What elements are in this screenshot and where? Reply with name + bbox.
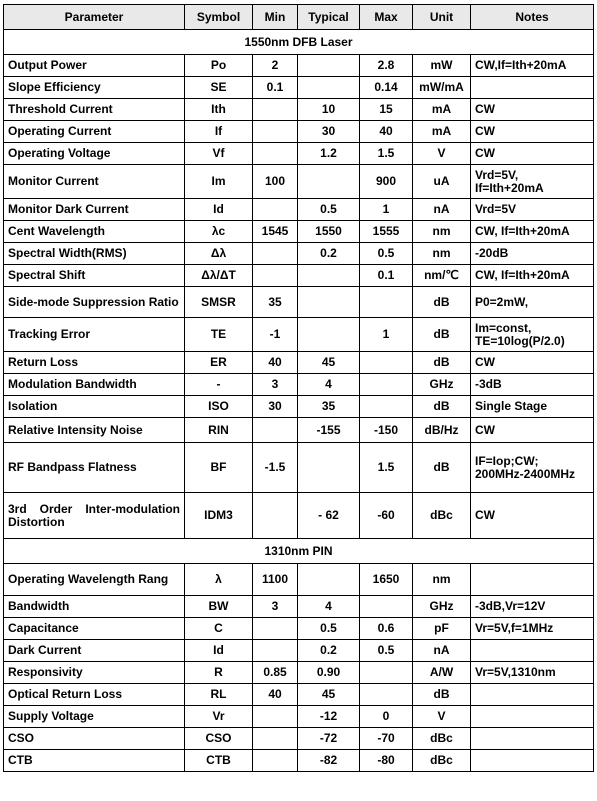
min-cell: 2	[253, 55, 298, 77]
unit-cell: dB	[413, 684, 471, 706]
table-row	[4, 396, 594, 418]
table-row	[4, 199, 594, 221]
col-header-max: Max	[360, 5, 413, 30]
max-cell: 1.5	[360, 443, 413, 493]
min-cell	[253, 706, 298, 728]
max-cell: 1	[360, 199, 413, 221]
symbol-cell: Im	[185, 165, 253, 199]
col-header-min: Min	[253, 5, 298, 30]
unit-cell: dB/Hz	[413, 418, 471, 443]
table-row	[4, 318, 594, 352]
max-cell	[360, 684, 413, 706]
typical-cell: 10	[298, 99, 360, 121]
notes-cell: CW, If=Ith+20mA	[471, 265, 594, 287]
section-header-row	[4, 539, 594, 564]
min-cell: 40	[253, 684, 298, 706]
min-cell	[253, 199, 298, 221]
typical-cell: 45	[298, 352, 360, 374]
min-cell	[253, 418, 298, 443]
typical-cell: 0.5	[298, 199, 360, 221]
table-row	[4, 165, 594, 199]
typical-cell: 1.2	[298, 143, 360, 165]
max-cell	[360, 662, 413, 684]
unit-cell: dB	[413, 287, 471, 318]
unit-cell: nA	[413, 199, 471, 221]
symbol-cell: λ	[185, 564, 253, 596]
max-cell: 0	[360, 706, 413, 728]
symbol-cell: C	[185, 618, 253, 640]
typical-cell	[298, 318, 360, 352]
min-cell	[253, 728, 298, 750]
notes-cell: IF=Iop;CW; 200MHz-2400MHz	[471, 443, 594, 493]
max-cell: 2.8	[360, 55, 413, 77]
typical-cell: 4	[298, 374, 360, 396]
typical-cell: -155	[298, 418, 360, 443]
unit-cell: nm	[413, 564, 471, 596]
max-cell: 40	[360, 121, 413, 143]
unit-cell: nm/℃	[413, 265, 471, 287]
min-cell: 35	[253, 287, 298, 318]
parameter-cell: 3rd Order Inter-modulation Distortion	[4, 493, 185, 539]
parameter-cell: Slope Efficiency	[4, 77, 185, 99]
typical-cell: 35	[298, 396, 360, 418]
max-cell: 1	[360, 318, 413, 352]
max-cell: -70	[360, 728, 413, 750]
max-cell: 0.6	[360, 618, 413, 640]
symbol-cell: Id	[185, 199, 253, 221]
typical-cell: -12	[298, 706, 360, 728]
notes-cell	[471, 77, 594, 99]
symbol-cell: -	[185, 374, 253, 396]
max-cell: -60	[360, 493, 413, 539]
notes-cell	[471, 684, 594, 706]
typical-cell: 1550	[298, 221, 360, 243]
table-row	[4, 564, 594, 596]
parameter-cell: Monitor Dark Current	[4, 199, 185, 221]
min-cell	[253, 493, 298, 539]
symbol-cell: CTB	[185, 750, 253, 772]
parameter-cell: Spectral Shift	[4, 265, 185, 287]
notes-cell	[471, 564, 594, 596]
table-row	[4, 443, 594, 493]
max-cell	[360, 396, 413, 418]
typical-cell: 0.5	[298, 618, 360, 640]
parameter-cell: CTB	[4, 750, 185, 772]
symbol-cell: IDM3	[185, 493, 253, 539]
parameter-cell: Monitor Current	[4, 165, 185, 199]
table-row	[4, 265, 594, 287]
notes-cell	[471, 750, 594, 772]
symbol-cell: RIN	[185, 418, 253, 443]
table-row	[4, 750, 594, 772]
max-cell: 1.5	[360, 143, 413, 165]
typical-cell: 0.2	[298, 640, 360, 662]
min-cell	[253, 618, 298, 640]
section-title: 1310nm PIN	[4, 539, 594, 564]
symbol-cell: SE	[185, 77, 253, 99]
symbol-cell: Δλ	[185, 243, 253, 265]
max-cell	[360, 374, 413, 396]
table-row	[4, 352, 594, 374]
min-cell	[253, 99, 298, 121]
max-cell: 0.5	[360, 243, 413, 265]
unit-cell: dBc	[413, 750, 471, 772]
notes-cell: Vr=5V,f=1MHz	[471, 618, 594, 640]
min-cell	[253, 121, 298, 143]
parameter-cell: Relative Intensity Noise	[4, 418, 185, 443]
notes-cell: Vr=5V,1310nm	[471, 662, 594, 684]
unit-cell: dB	[413, 352, 471, 374]
unit-cell: mW	[413, 55, 471, 77]
parameter-cell: Output Power	[4, 55, 185, 77]
section-header-row	[4, 30, 594, 55]
col-header-notes: Notes	[471, 5, 594, 30]
max-cell: 0.14	[360, 77, 413, 99]
parameter-cell: Side-mode Suppression Ratio	[4, 287, 185, 318]
typical-cell: -82	[298, 750, 360, 772]
spec-table	[3, 4, 594, 772]
symbol-cell: If	[185, 121, 253, 143]
parameter-cell: Responsivity	[4, 662, 185, 684]
typical-cell	[298, 443, 360, 493]
table-row	[4, 221, 594, 243]
unit-cell: dBc	[413, 728, 471, 750]
unit-cell: mA	[413, 121, 471, 143]
col-header-typical: Typical	[298, 5, 360, 30]
symbol-cell: SMSR	[185, 287, 253, 318]
table-row	[4, 77, 594, 99]
table-row	[4, 728, 594, 750]
unit-cell: V	[413, 143, 471, 165]
notes-cell: CW	[471, 143, 594, 165]
typical-cell: 4	[298, 596, 360, 618]
table-row	[4, 55, 594, 77]
unit-cell: dB	[413, 443, 471, 493]
notes-cell: CW	[471, 418, 594, 443]
unit-cell: nA	[413, 640, 471, 662]
unit-cell: pF	[413, 618, 471, 640]
unit-cell: mW/mA	[413, 77, 471, 99]
parameter-cell: Spectral Width(RMS)	[4, 243, 185, 265]
symbol-cell: RL	[185, 684, 253, 706]
typical-cell: -72	[298, 728, 360, 750]
notes-cell: CW	[471, 121, 594, 143]
table-row	[4, 706, 594, 728]
min-cell: -1	[253, 318, 298, 352]
parameter-cell: Operating Wavelength Rang	[4, 564, 185, 596]
max-cell	[360, 596, 413, 618]
notes-cell	[471, 640, 594, 662]
min-cell: 3	[253, 596, 298, 618]
parameter-cell: RF Bandpass Flatness	[4, 443, 185, 493]
symbol-cell: Δλ/ΔT	[185, 265, 253, 287]
typical-cell	[298, 77, 360, 99]
notes-cell	[471, 706, 594, 728]
table-row	[4, 143, 594, 165]
min-cell	[253, 750, 298, 772]
parameter-cell: Operating Current	[4, 121, 185, 143]
min-cell: 1545	[253, 221, 298, 243]
section-title: 1550nm DFB Laser	[4, 30, 594, 55]
notes-cell: -3dB,Vr=12V	[471, 596, 594, 618]
table-row	[4, 418, 594, 443]
notes-cell: -20dB	[471, 243, 594, 265]
parameter-cell: Supply Voltage	[4, 706, 185, 728]
parameter-cell: Isolation	[4, 396, 185, 418]
unit-cell: GHz	[413, 596, 471, 618]
notes-cell: CW	[471, 352, 594, 374]
max-cell: 0.5	[360, 640, 413, 662]
symbol-cell: ISO	[185, 396, 253, 418]
parameter-cell: CSO	[4, 728, 185, 750]
min-cell: 3	[253, 374, 298, 396]
col-header-symbol: Symbol	[185, 5, 253, 30]
table-row	[4, 493, 594, 539]
parameter-cell: Return Loss	[4, 352, 185, 374]
parameter-cell: Optical Return Loss	[4, 684, 185, 706]
notes-cell: CW	[471, 99, 594, 121]
symbol-cell: Po	[185, 55, 253, 77]
typical-cell	[298, 265, 360, 287]
col-header-unit: Unit	[413, 5, 471, 30]
unit-cell: dB	[413, 396, 471, 418]
parameter-cell: Cent Wavelength	[4, 221, 185, 243]
table-row	[4, 99, 594, 121]
symbol-cell: ER	[185, 352, 253, 374]
max-cell: 0.1	[360, 265, 413, 287]
unit-cell: uA	[413, 165, 471, 199]
typical-cell	[298, 287, 360, 318]
min-cell: 0.1	[253, 77, 298, 99]
min-cell: -1.5	[253, 443, 298, 493]
max-cell	[360, 352, 413, 374]
symbol-cell: TE	[185, 318, 253, 352]
parameter-cell: Dark Current	[4, 640, 185, 662]
table-row	[4, 640, 594, 662]
parameter-cell: Capacitance	[4, 618, 185, 640]
symbol-cell: Id	[185, 640, 253, 662]
notes-cell: Vrd=5V, If=Ith+20mA	[471, 165, 594, 199]
max-cell: 15	[360, 99, 413, 121]
typical-cell: 0.90	[298, 662, 360, 684]
typical-cell: 30	[298, 121, 360, 143]
typical-cell	[298, 165, 360, 199]
notes-cell	[471, 728, 594, 750]
typical-cell: - 62	[298, 493, 360, 539]
notes-cell: Single Stage	[471, 396, 594, 418]
parameter-cell: Operating Voltage	[4, 143, 185, 165]
table-row	[4, 662, 594, 684]
notes-cell: CW, If=Ith+20mA	[471, 221, 594, 243]
typical-cell	[298, 55, 360, 77]
max-cell: 1555	[360, 221, 413, 243]
symbol-cell: BW	[185, 596, 253, 618]
symbol-cell: Vf	[185, 143, 253, 165]
max-cell: -80	[360, 750, 413, 772]
parameter-cell: Threshold Current	[4, 99, 185, 121]
min-cell: 100	[253, 165, 298, 199]
notes-cell: Vrd=5V	[471, 199, 594, 221]
symbol-cell: λc	[185, 221, 253, 243]
unit-cell: GHz	[413, 374, 471, 396]
unit-cell: A/W	[413, 662, 471, 684]
header-row	[4, 5, 594, 30]
min-cell	[253, 640, 298, 662]
parameter-cell: Tracking Error	[4, 318, 185, 352]
symbol-cell: BF	[185, 443, 253, 493]
notes-cell: P0=2mW,	[471, 287, 594, 318]
symbol-cell: R	[185, 662, 253, 684]
table-row	[4, 684, 594, 706]
col-header-parameter: Parameter	[4, 5, 185, 30]
typical-cell	[298, 564, 360, 596]
min-cell	[253, 243, 298, 265]
unit-cell: dB	[413, 318, 471, 352]
max-cell	[360, 287, 413, 318]
unit-cell: V	[413, 706, 471, 728]
parameter-cell: Bandwidth	[4, 596, 185, 618]
notes-cell: Im=const, TE=10log(P/2.0)	[471, 318, 594, 352]
unit-cell: mA	[413, 99, 471, 121]
min-cell: 1100	[253, 564, 298, 596]
table-body	[4, 30, 594, 772]
symbol-cell: Vr	[185, 706, 253, 728]
notes-cell: CW,If=Ith+20mA	[471, 55, 594, 77]
symbol-cell: CSO	[185, 728, 253, 750]
table-row	[4, 287, 594, 318]
symbol-cell: Ith	[185, 99, 253, 121]
unit-cell: dBc	[413, 493, 471, 539]
min-cell	[253, 265, 298, 287]
table-row	[4, 243, 594, 265]
notes-cell: CW	[471, 493, 594, 539]
max-cell: 900	[360, 165, 413, 199]
table-row	[4, 618, 594, 640]
unit-cell: nm	[413, 243, 471, 265]
typical-cell: 0.2	[298, 243, 360, 265]
min-cell: 40	[253, 352, 298, 374]
typical-cell: 45	[298, 684, 360, 706]
parameter-cell: Modulation Bandwidth	[4, 374, 185, 396]
max-cell: 1650	[360, 564, 413, 596]
table-row	[4, 121, 594, 143]
min-cell: 0.85	[253, 662, 298, 684]
table-row	[4, 596, 594, 618]
min-cell	[253, 143, 298, 165]
unit-cell: nm	[413, 221, 471, 243]
max-cell: -150	[360, 418, 413, 443]
min-cell: 30	[253, 396, 298, 418]
table-row	[4, 374, 594, 396]
notes-cell: -3dB	[471, 374, 594, 396]
